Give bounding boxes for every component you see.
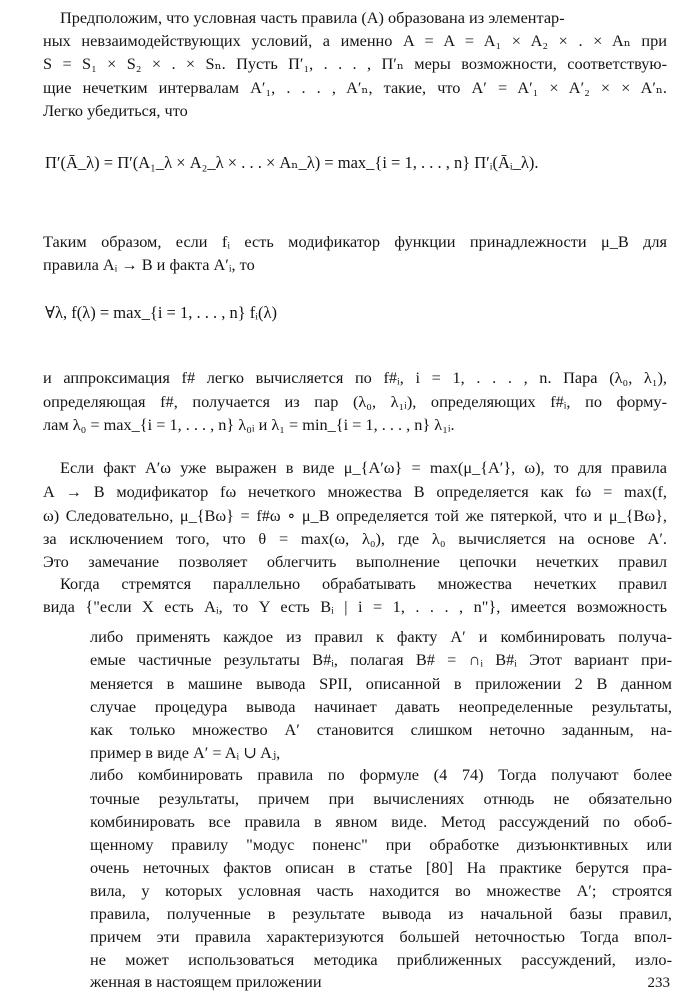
paragraph-1-line-1: Предположим, что условная часть правила (A) образована из элементар-	[60, 8, 565, 27]
formula-modifier-max: ∀λ, f(λ) = max_{i = 1, . . . , n} fᵢ(λ)	[45, 303, 277, 322]
paragraph-3-line-2: определяющая f#, получается из пар (λ₀, λ₁ᵢ), определяющих f#ᵢ, по форму-	[43, 392, 667, 411]
paragraph-5-line-1: Когда стремятся параллельно обрабатывать множества нечетких правил	[60, 574, 667, 593]
paragraph-1-line-5: Легко убедиться, что	[43, 101, 188, 120]
paragraph-4-line-2: A → B модификатор fω нечеткого множества B определяется как fω = max(f,	[43, 482, 667, 501]
block-1-line-6: пример в виде A′ = Aᵢ ∪ Aⱼ,	[90, 743, 281, 762]
paragraph-2-line-1: Таким образом, если fᵢ есть модификатор функции принадлежности μ_B для	[43, 232, 667, 251]
paragraph-3-line-1: и аппроксимация f# легко вычисляется по f#ᵢ, i = 1, . . . , n. Пара (λ₀, λ₁),	[43, 368, 667, 387]
paragraph-1-line-4: щие нечетким интервалам A′₁, . . . , A′ₙ, такие, что A′ = A′₁ × A′₂ × × A′ₙ.	[43, 78, 667, 97]
paragraph-4-line-1: Если факт A′ω уже выражен в виде μ_{A′ω} = max(μ_{A′}, ω), то для правила	[60, 458, 667, 477]
paragraph-3-line-3: лам λ₀ = max_{i = 1, . . . , n} λ₀ᵢ и λ₁ = min_{i = 1, . . . , n} λ₁ᵢ.	[43, 415, 455, 434]
page-number: 233	[647, 975, 670, 991]
block-2-line-6: вила, у которых условная часть находится во множестве A′; строятся	[90, 881, 672, 900]
block-2-line-10: женная в настоящем приложении	[90, 972, 322, 991]
paragraph-1-line-2: ных невзаимодействующих условий, а именно A = A = A₁ × A₂ × . × Aₙ при	[43, 31, 667, 50]
block-1-line-2: емые частичные результаты B#ᵢ, полагая B# = ∩ᵢ B#ᵢ Этот вариант при-	[90, 650, 672, 669]
block-1-line-3: меняется в машине вывода SPII, описанной в приложении 2 В данном	[90, 674, 672, 693]
paragraph-2-line-2: правила Aᵢ → B и факта A′ᵢ, то	[43, 255, 255, 274]
block-2-line-4: щенному правилу "модус поненс" при обработке дизъюнктивных или	[90, 835, 672, 854]
paragraph-4-line-3: ω) Следовательно, μ_{Bω} = f#ω ∘ μ_B определяется той же пятеркой, что и μ_{Bω},	[43, 506, 667, 525]
block-2-line-1: либо комбинировать правила по формуле (4 74) Тогда получают более	[90, 765, 672, 784]
block-2-line-9: не может использоваться методика приближенных рассуждений, изло-	[90, 950, 672, 969]
block-2-line-7: правила, полученные в результате вывода из начальной базы правил,	[90, 904, 672, 923]
block-2-line-8: причем эти правила характеризуются большей неточностью Тогда впол-	[90, 927, 672, 946]
block-2-line-3: комбинировать все правила в явном виде. Метод рассуждений по обоб-	[90, 812, 672, 831]
paragraph-4-line-4: за исключением того, что θ = max(ω, λ₀), где λ₀ вычисляется на основе A′.	[43, 529, 667, 548]
formula-possibility-measure: Π′(Ā_λ) = Π′(A₁_λ × A₂_λ × . . . × Aₙ_λ) = max_{i = 1, . . . , n} Π′ᵢ(Āᵢ_λ).	[45, 153, 539, 172]
block-1-line-4: случае процедура вывода начинает давать неопределенные результаты,	[90, 697, 672, 716]
block-1-line-5: как только множество A′ становится слишком неточно заданным, на-	[90, 720, 672, 739]
paragraph-1-line-3: S = S₁ × S₂ × . × Sₙ. Пусть Π′₁, . . . , Π′ₙ меры возможности, соответствую-	[43, 54, 667, 73]
paragraph-5-line-2: вида {"если X есть Aᵢ, то Y есть Bᵢ | i = 1, . . . , n"}, имеется возможность	[43, 597, 667, 616]
block-2-line-5: очень неточных фактов описан в статье [80] На практике берутся пра-	[90, 858, 672, 877]
paragraph-4-line-5: Это замечание позволяет облегчить выполнение цепочки нечетких правил	[43, 552, 667, 571]
block-1-line-1: либо применять каждое из правил к факту A′ и комбинировать получа-	[90, 627, 672, 646]
block-2-line-2: точные результаты, причем при вычислениях отнюдь не обязательно	[90, 789, 672, 808]
